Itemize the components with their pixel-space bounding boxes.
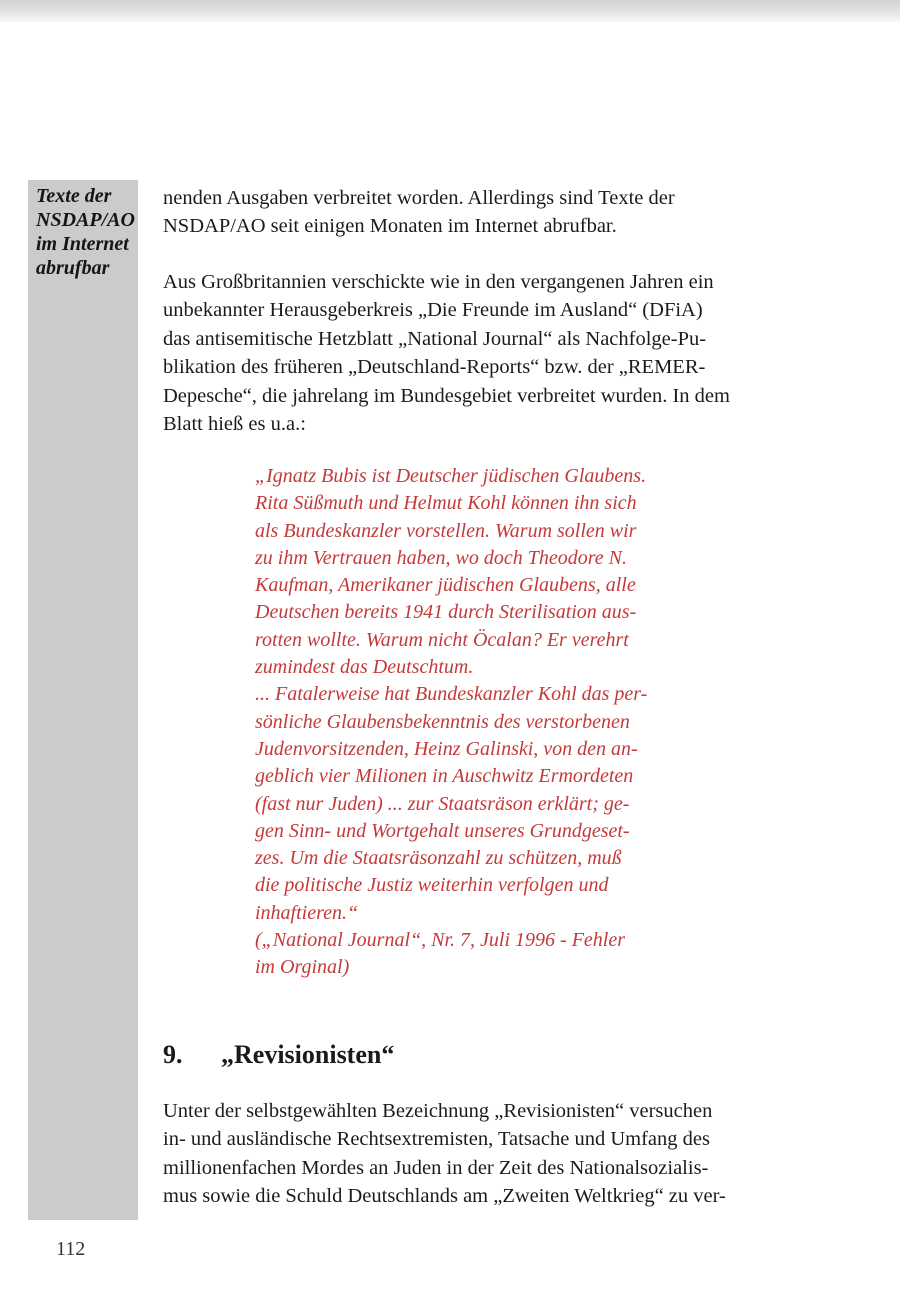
block-quote: „Ignatz Bubis ist Deutscher jüdischen Glaubens. Rita Süßmuth und Helmut Kohl können ihn sich als Bundeskanzler vorstellen. Warum sollen wir zu ihm Vertrauen haben, wo doch Theodore N. Kaufman, Amerikaner jüdischen Glaubens, alle Deutschen bereits 1941 durch Sterilisation aus- rotten wollte. Warum nicht Öcalan? Er verehrt zumindest das Deutschtum. ... Fatalerweise hat Bundeskanzler Kohl das per- sönliche Glaubensbekenntnis des verstorbenen Judenvorsitzenden, Heinz Galinski, von den an- geblich vier Milionen in Auschwitz Ermordeten (fast nur Juden) ... zur Staatsräson erklärt; ge- gen Sinn- und Wortgehalt unseres Grundgeset- zes. Um die Staatsräsonzahl zu schützen, muß die politische Justiz weiterhin verfolgen und inhaftieren.“ („National Journal“, Nr. 7, Juli 1996 - Fehler im Orginal) <box>255 465 648 979</box>
section-heading <box>163 1038 394 1072</box>
body-paragraph-1: nenden Ausgaben verbreitet worden. Allerdings sind Texte der NSDAP/AO seit einigen Monaten im Internet abrufbar. <box>163 187 675 238</box>
scan-top-edge <box>0 0 900 22</box>
page-number: 112 <box>56 1238 86 1260</box>
body-paragraph-2: Aus Großbritannien verschickte wie in den vergangenen Jahren ein unbekannter Herausgeberkreis „Die Freunde im Ausland“ (DFiA) das antisemitische Hetzblatt „National Journal“ als Nachfolge-Pu- blikation des früheren „Deutschland-Reports“ bzw. der „REMER- Depesche“, die jahrelang im Bundesgebiet verbreitet wurden. In dem Blatt hieß es u.a.: <box>163 271 730 436</box>
body-paragraph-3: Unter der selbstgewählten Bezeichnung „Revisionisten“ versuchen in- und ausländische Rechtsextremisten, Tatsache und Umfang des millionenfachen Mordes an Juden in der Zeit des Nationalsozialis- mus sowie die Schuld Deutschlands am „Zweiten Weltkrieg“ zu ver- <box>163 1100 726 1208</box>
sidebar-note: Texte der NSDAP/AO im Internet abrufbar <box>36 185 135 279</box>
section-number: 9. <box>163 1040 183 1069</box>
margin-sidebar <box>28 180 138 1220</box>
section-title: „Revisionisten“ <box>221 1040 395 1069</box>
